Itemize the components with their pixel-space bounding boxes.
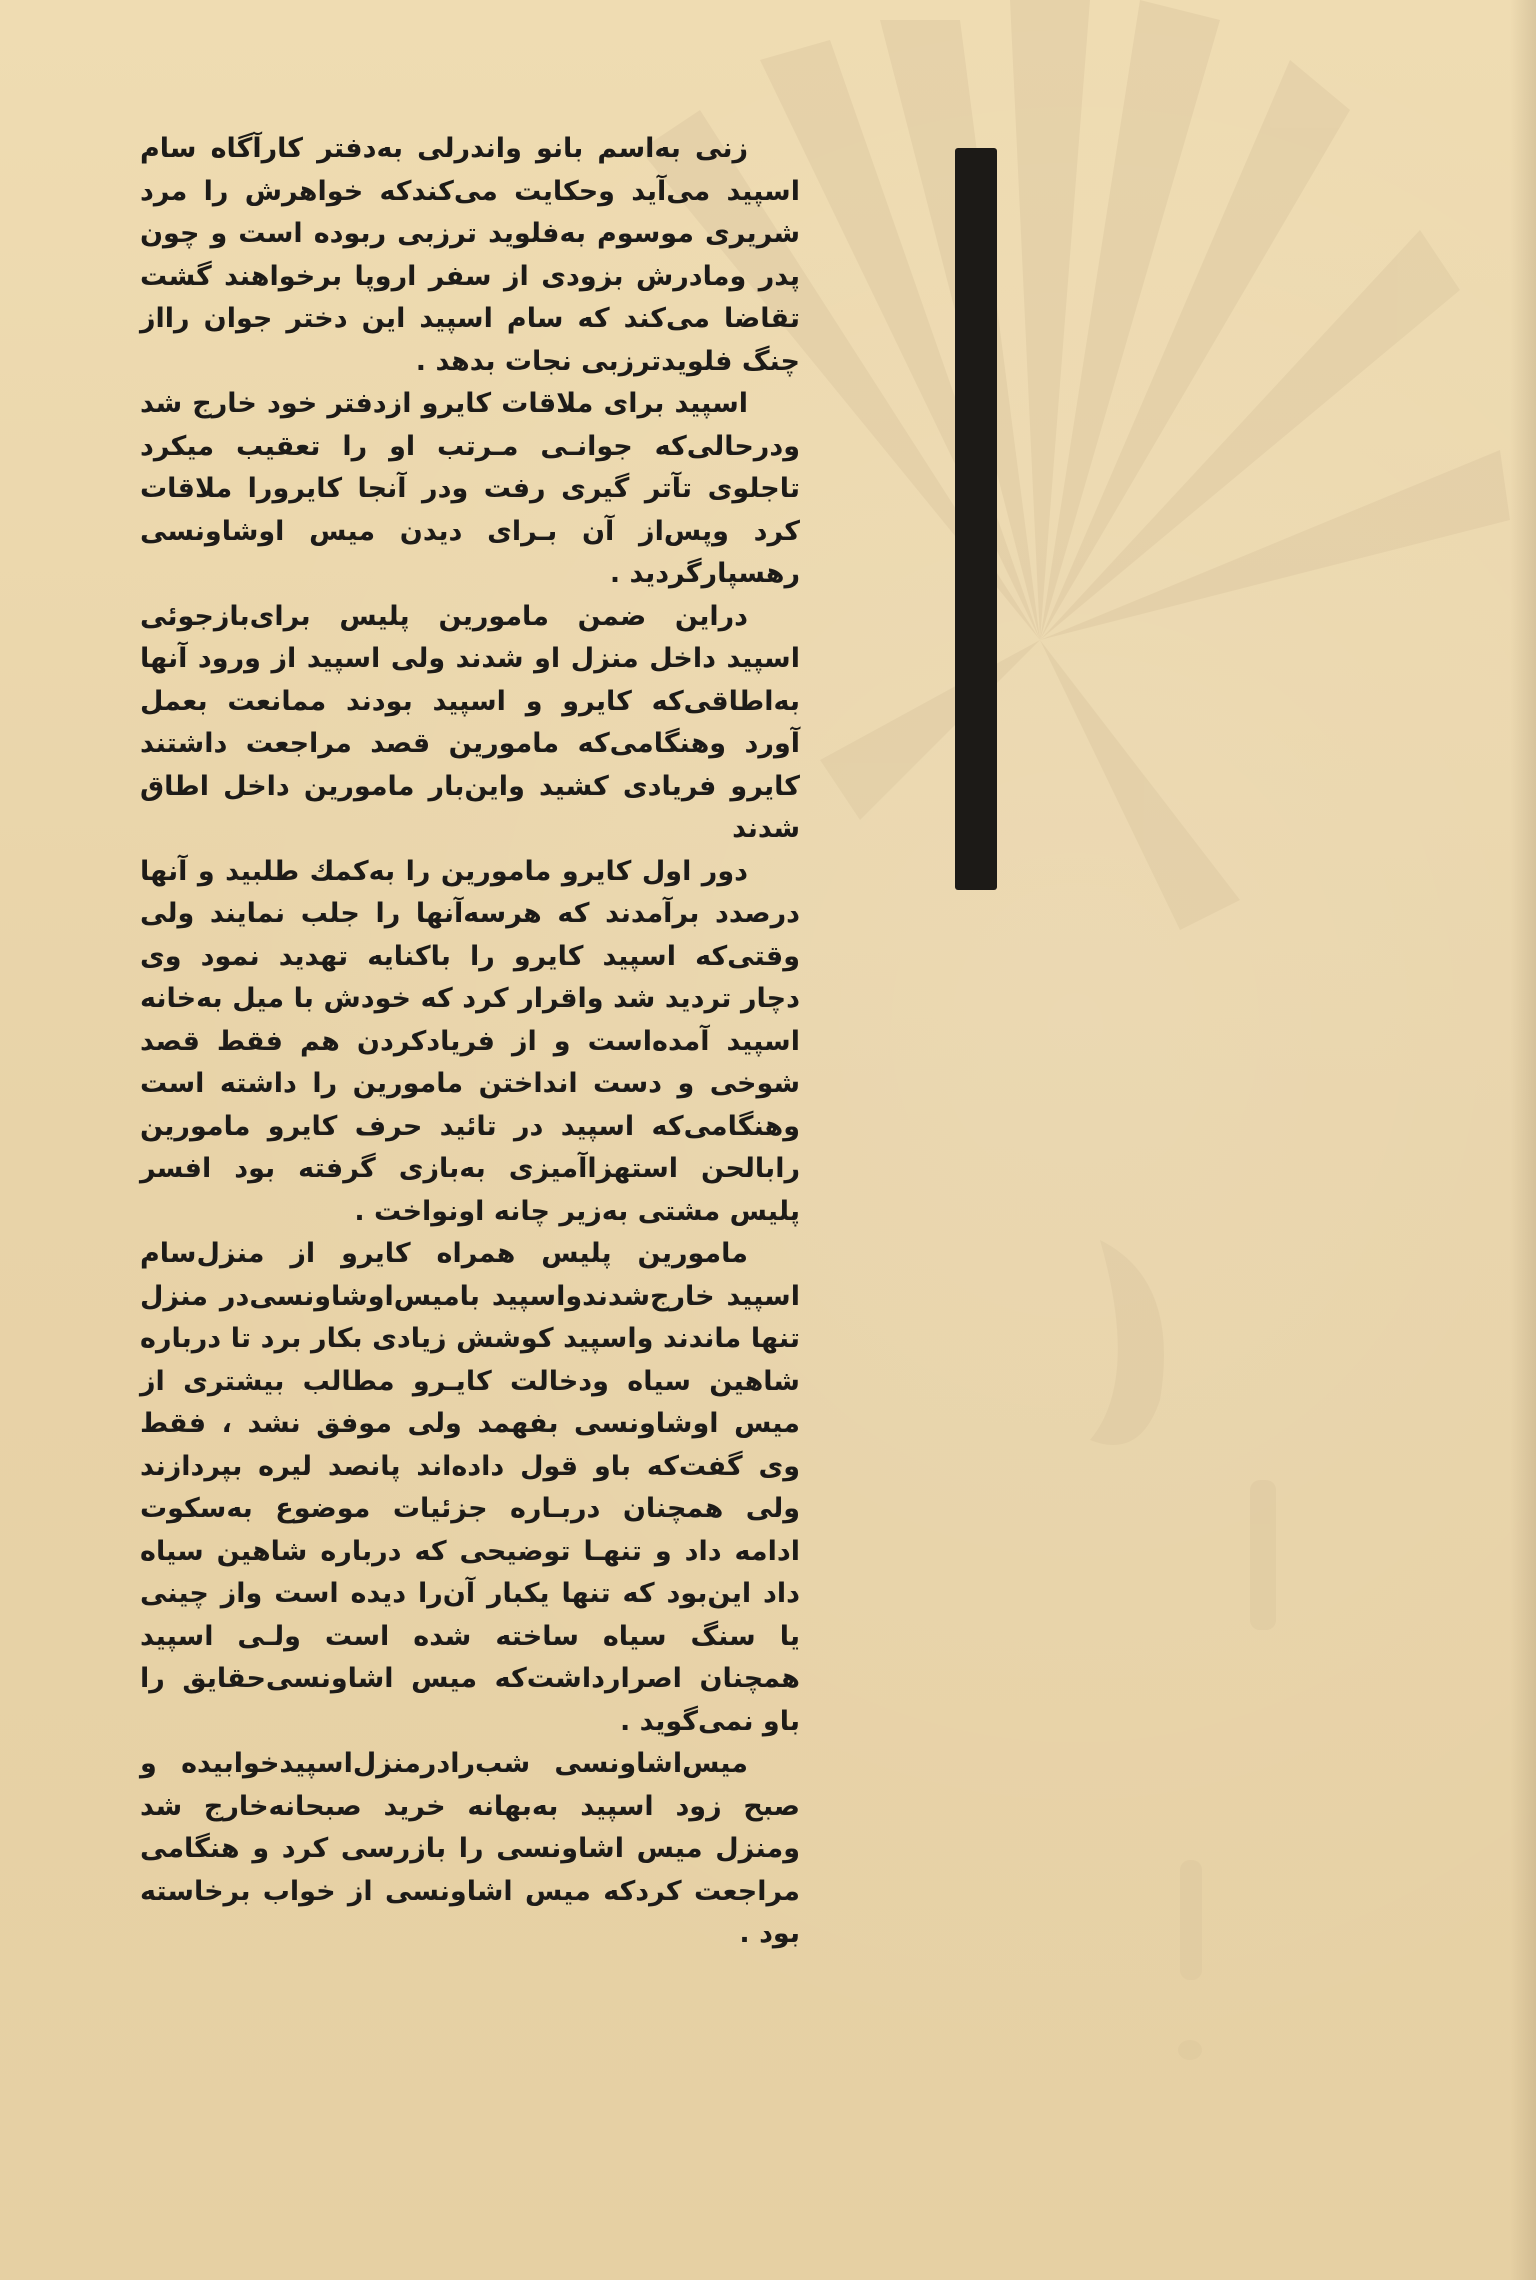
paragraph-6: میس‌اشاونسی شب‌رادرمنزل‌اسپیدخوابیده و صبح زود اسپید به‌بهانه خرید صبحانه‌خارج شد ومنزل میس اشاونسی را بازرسی کرد و هنگامی مراجعت کردکه میس اشاونسی از خواب برخاسته بود . — [140, 1748, 800, 1949]
paragraph-4: دور اول کایرو مامورین را به‌کمك طلبید و آنها درصدد برآمدند که هرسه‌آنها را جلب نمایند ولی وقتی‌که اسپید کایرو را باکنایه تهدید نمود وی دچار تردید شد واقرار کرد که خودش با میل به‌خانه اسپید آمده‌است و از فریادکردن هم فقط قصد شوخی و دست انداختن مامورین را داشته است وهنگامی‌که اسپید در تائید حرف کایرو مامورین رابالحن استهزاآمیزی به‌بازی گرفته بود افسر پلیس مشتی به‌زیر چانه اونواخت . — [140, 855, 800, 1227]
paragraph-2: اسپید برای ملاقات کایرو ازدفتر خود خارج شد ودرحالی‌که جوانـی مـرتب او را تعقیب میکرد تاجلوی تآتر گیری رفت ودر آنجا کایرورا ملاقات کرد وپس‌از آن بـرای دیدن میس اوشاونسی رهسپارگردید . — [140, 388, 800, 589]
page-edge-shadow — [1510, 0, 1536, 2280]
paragraph-5: مامورین پلیس همراه کایرو از منزل‌سام اسپید خارج‌شدندواسپید بامیس‌اوشاونسی‌در منزل تنها ماندند واسپید کوشش زیادی بکار برد تا درباره شاهین سیاه ودخالت کایـرو مطالب بیشتری از میس اوشاونسی بفهمد ولی موفق نشد ، فقط وی گفت‌که باو قول داده‌اند پانصد لیره بپردازند ولی همچنان دربـاره جزئیات موضوع به‌سکوت ادامه داد و تنهـا توضیحی که درباره شاهین سیاه داد این‌بود که تنها یکبار آن‌را دیده است واز چینی یا سنگ سیاه ساخته شده است ولـی اسپید همچنان اصرارداشت‌که میس اشاونسی‌حقایق را باو نمی‌گوید . — [140, 1238, 800, 1737]
vertical-black-bar — [955, 148, 997, 890]
paragraph-1: زنی به‌اسم بانو واندرلی به‌دفتر کارآگاه سام اسپید می‌آید وحکایت می‌کندکه خواهرش را مرد شریری موسوم به‌فلوید ترزبی ربوده است و چون پدر ومادرش بزودی از سفر اروپا برخواهند گشت تقاضا می‌کند که سام اسپید این دختر جوان رااز چنگ فلویدترزبی نجات بدهد . — [140, 133, 800, 377]
article-text — [140, 128, 800, 1956]
paragraph-3: دراین ضمن مامورین پلیس برای‌بازجوئی اسپید داخل منزل او شدند ولی اسپید از ورود آنها به‌اطاقی‌که کایرو و اسپید بودند ممانعت بعمل آورد وهنگامی‌که مامورین قصد مراجعت داشتند کایرو فریادی کشید واین‌بار مامورین داخل اطاق شدند — [140, 600, 800, 844]
